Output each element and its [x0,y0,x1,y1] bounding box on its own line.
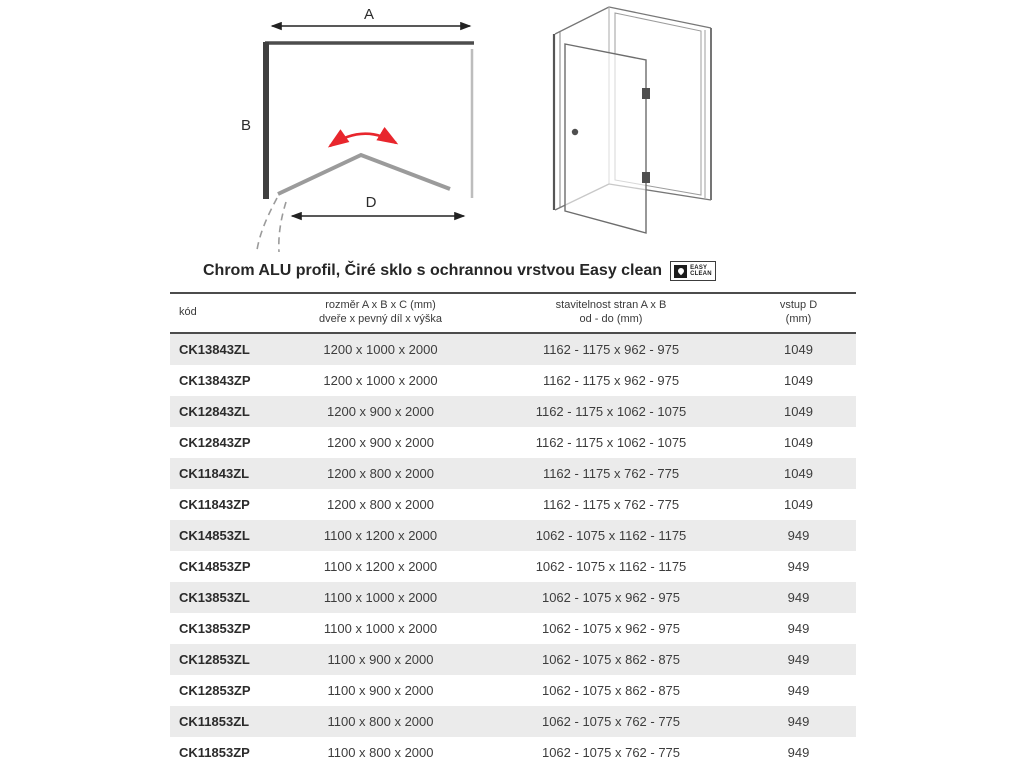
table-row [170,582,856,613]
cell-kod: CK12843ZP [179,434,251,450]
cell-stavitelnost: 1162 - 1175 x 962 - 975 [542,341,680,357]
cell-kod: CK13853ZL [179,589,250,605]
folding-door-panels [278,155,450,194]
cell-stavitelnost: 1062 - 1075 x 862 - 875 [541,682,681,698]
cell-stavitelnost: 1162 - 1175 x 1062 - 1075 [535,434,687,450]
cell-kod: CK11853ZL [179,713,250,729]
title-row [203,261,856,281]
cell-kod: CK11843ZL [179,465,250,481]
door-panel [565,44,646,233]
spec-table [170,292,856,768]
cell-stavitelnost: 1062 - 1075 x 762 - 775 [541,744,681,760]
cell-stavitelnost: 1062 - 1075 x 962 - 975 [541,620,681,636]
cell-rozmer: 1100 x 800 x 2000 [327,744,434,760]
cell-rozmer: 1200 x 1000 x 2000 [323,341,438,357]
cell-stavitelnost: 1062 - 1075 x 962 - 975 [541,589,681,605]
table-row [170,396,856,427]
door-handle-icon [572,129,578,135]
cell-vstup: 1049 [784,434,813,450]
cell-vstup: 1049 [784,372,813,388]
page-title: Chrom ALU profil, Čiré sklo s ochrannou vrstvou Easy clean [203,262,663,279]
top-edge-right [609,7,711,28]
cell-vstup: 949 [787,682,810,698]
easy-clean-badge-text [690,265,712,277]
table-row [170,489,856,520]
cell-vstup: 1049 [784,403,813,419]
cell-stavitelnost: 1062 - 1075 x 762 - 775 [541,713,681,729]
cell-kod: CK13853ZP [179,620,251,636]
perspective-diagram [545,0,730,245]
door-swing-dashed-1 [257,198,277,250]
dim-label-a: A [363,6,375,23]
header-vstup-line1: vstup D [779,299,818,311]
header-rozmer [280,293,481,333]
cell-stavitelnost: 1062 - 1075 x 862 - 875 [541,651,681,667]
cell-kod: CK13843ZL [179,341,250,357]
cell-vstup: 1049 [784,465,813,481]
header-stavitelnost [481,293,741,333]
table-row [170,675,856,706]
cell-kod: CK13843ZP [179,372,251,388]
header-row [170,293,856,333]
cell-kod: CK12853ZP [179,682,251,698]
spec-table-body [170,333,856,768]
hinge-top-icon [642,88,650,99]
cell-vstup: 949 [787,558,810,574]
door-swing-dashed-2 [279,202,286,252]
badge-line-1: EASY [690,265,708,271]
header-vstup-line2: (mm) [785,313,812,326]
cell-stavitelnost: 1062 - 1075 x 1162 - 1175 [535,558,687,574]
cell-vstup: 949 [787,713,810,729]
table-row [170,520,856,551]
cell-rozmer: 1100 x 1200 x 2000 [323,527,438,543]
cell-rozmer: 1100 x 1000 x 2000 [323,589,438,605]
table-row [170,458,856,489]
dim-label-b: B [240,117,252,134]
cell-kod: CK12843ZL [179,403,250,419]
table-row [170,613,856,644]
cell-kod: CK14853ZP [179,558,251,574]
cell-vstup: 949 [787,620,810,636]
table-row [170,427,856,458]
cell-rozmer: 1100 x 900 x 2000 [327,682,434,698]
cell-kod: CK11843ZP [179,496,250,512]
cell-kod: CK11853ZP [179,744,250,760]
cell-kod: CK14853ZL [179,527,250,543]
cell-stavitelnost: 1162 - 1175 x 962 - 975 [542,372,680,388]
cell-rozmer: 1200 x 900 x 2000 [327,434,434,450]
cell-vstup: 949 [787,651,810,667]
dim-label-d: D [365,194,377,211]
cell-rozmer: 1200 x 800 x 2000 [327,496,434,512]
cell-vstup: 949 [787,744,810,760]
cell-rozmer: 1100 x 800 x 2000 [327,713,434,729]
table-row [170,365,856,396]
cell-rozmer: 1100 x 1000 x 2000 [323,620,438,636]
header-rozmer-line1: rozměr A x B x C (mm) [325,299,436,311]
cell-stavitelnost: 1162 - 1175 x 1062 - 1075 [535,403,687,419]
header-rozmer-line2: dveře x pevný díl x výška [319,313,442,326]
cell-vstup: 949 [787,589,810,605]
cell-rozmer: 1200 x 800 x 2000 [327,465,434,481]
cell-stavitelnost: 1162 - 1175 x 762 - 775 [542,465,680,481]
easy-clean-drop-icon [674,265,687,278]
table-row [170,737,856,768]
door-swing-arrow [330,134,396,146]
cell-stavitelnost: 1162 - 1175 x 762 - 775 [542,496,680,512]
table-row [170,644,856,675]
header-stavitelnost-line2: od - do (mm) [579,313,643,326]
cell-rozmer: 1100 x 1200 x 2000 [323,558,438,574]
cell-vstup: 949 [787,527,810,543]
header-kod: kód [179,306,197,319]
product-section [170,261,856,768]
spec-table-header [170,293,856,333]
easy-clean-badge [670,261,716,281]
top-view-diagram [232,2,492,260]
cell-stavitelnost: 1062 - 1075 x 1162 - 1175 [535,527,687,543]
hinge-bottom-icon [642,172,650,183]
table-row [170,706,856,737]
badge-line-2: CLEAN [690,271,712,277]
table-row [170,333,856,365]
header-stavitelnost-line1: stavitelnost stran A x B [555,299,667,311]
cell-vstup: 1049 [784,341,813,357]
cell-rozmer: 1200 x 900 x 2000 [327,403,434,419]
cell-rozmer: 1200 x 1000 x 2000 [323,372,438,388]
top-edge-left [555,7,609,34]
cell-vstup: 1049 [784,496,813,512]
header-vstup [741,293,856,333]
cell-rozmer: 1100 x 900 x 2000 [327,651,434,667]
table-row [170,551,856,582]
cell-kod: CK12853ZL [179,651,250,667]
